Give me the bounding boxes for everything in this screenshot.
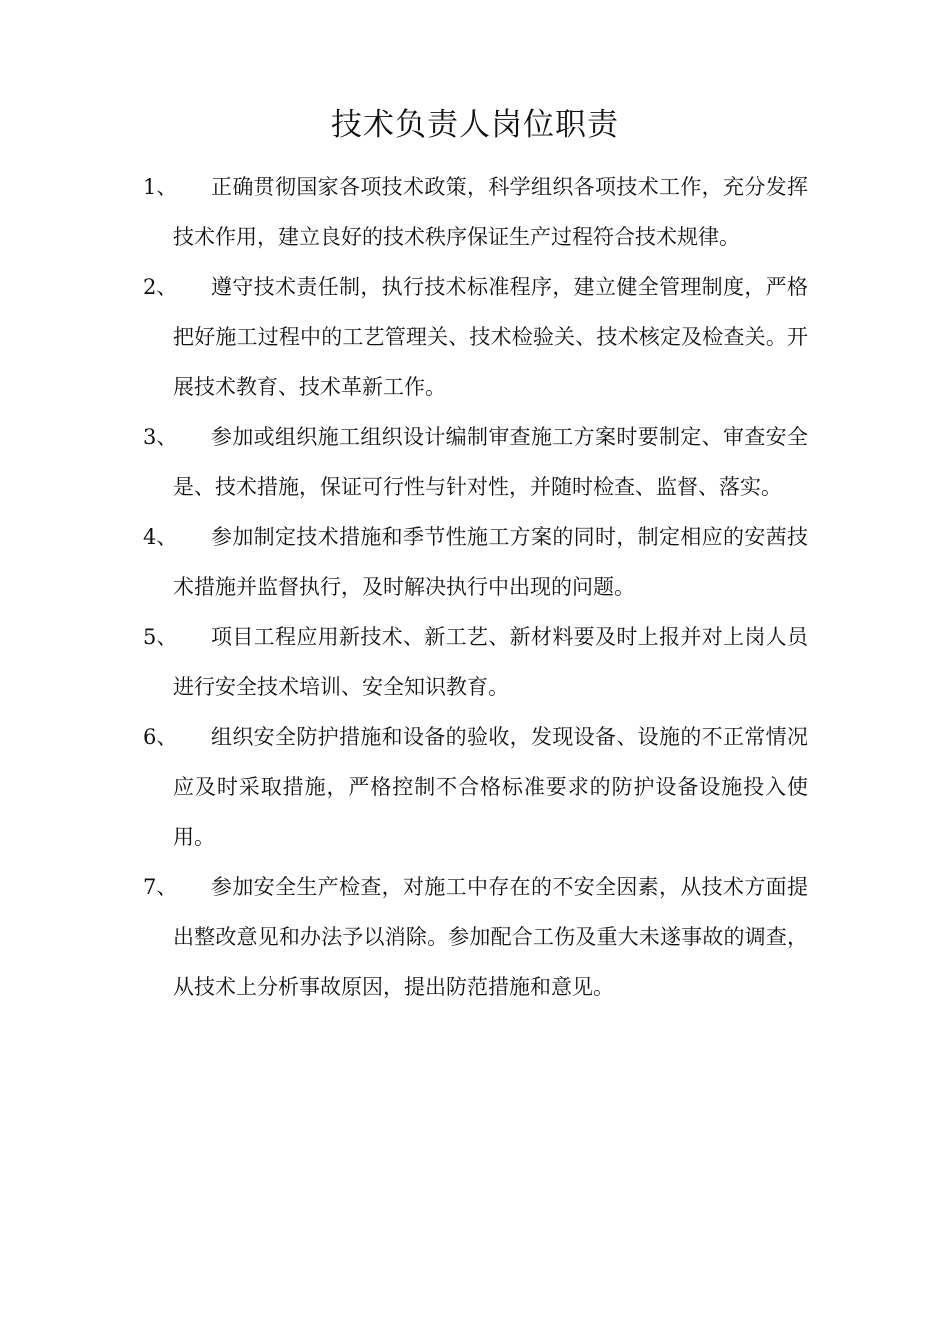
duty-list bbox=[143, 162, 808, 1012]
item-text: 遵守技术责任制，执行技术标准程序，建立健全管理制度，严格把好施工过程中的工艺管理关、技术检验关、技术核定及检查关。开展技术教育、技术革新工作。 bbox=[173, 275, 808, 399]
item-number: 4、 bbox=[143, 525, 178, 549]
document-title: 技术负责人岗位职责 bbox=[331, 107, 619, 143]
item-text: 参加安全生产检查，对施工中存在的不安全因素，从技术方面提出整改意见和办法予以消除。参加配合工伤及重大未遂事故的调查，从技术上分析事故原因，提出防范措施和意见。 bbox=[173, 875, 808, 999]
list-item bbox=[143, 612, 808, 712]
item-number: 6、 bbox=[143, 725, 178, 749]
list-item bbox=[143, 412, 808, 512]
item-text: 正确贯彻国家各项技术政策，科学组织各项技术工作，充分发挥技术作用，建立良好的技术秩序保证生产过程符合技术规律。 bbox=[173, 175, 808, 249]
item-text: 组织安全防护措施和设备的验收，发现设备、设施的不正常情况应及时采取措施，严格控制不合格标准要求的防护设备设施投入使用。 bbox=[173, 725, 808, 849]
item-number: 1、 bbox=[143, 175, 178, 199]
list-item bbox=[143, 862, 808, 1012]
item-number: 7、 bbox=[143, 875, 178, 899]
list-item bbox=[143, 262, 808, 412]
item-text: 项目工程应用新技术、新工艺、新材料要及时上报并对上岗人员进行安全技术培训、安全知识教育。 bbox=[173, 625, 808, 699]
list-item bbox=[143, 712, 808, 862]
item-number: 2、 bbox=[143, 275, 178, 299]
item-number: 5、 bbox=[143, 625, 178, 649]
list-item bbox=[143, 162, 808, 262]
list-item bbox=[143, 512, 808, 612]
item-text: 参加或组织施工组织设计编制审查施工方案时要制定、审查安全是、技术措施，保证可行性与针对性，并随时检查、监督、落实。 bbox=[173, 425, 808, 499]
item-number: 3、 bbox=[143, 425, 178, 449]
item-text: 参加制定技术措施和季节性施工方案的同时，制定相应的安茜技术措施并监督执行，及时解决执行中出现的问题。 bbox=[173, 525, 808, 599]
